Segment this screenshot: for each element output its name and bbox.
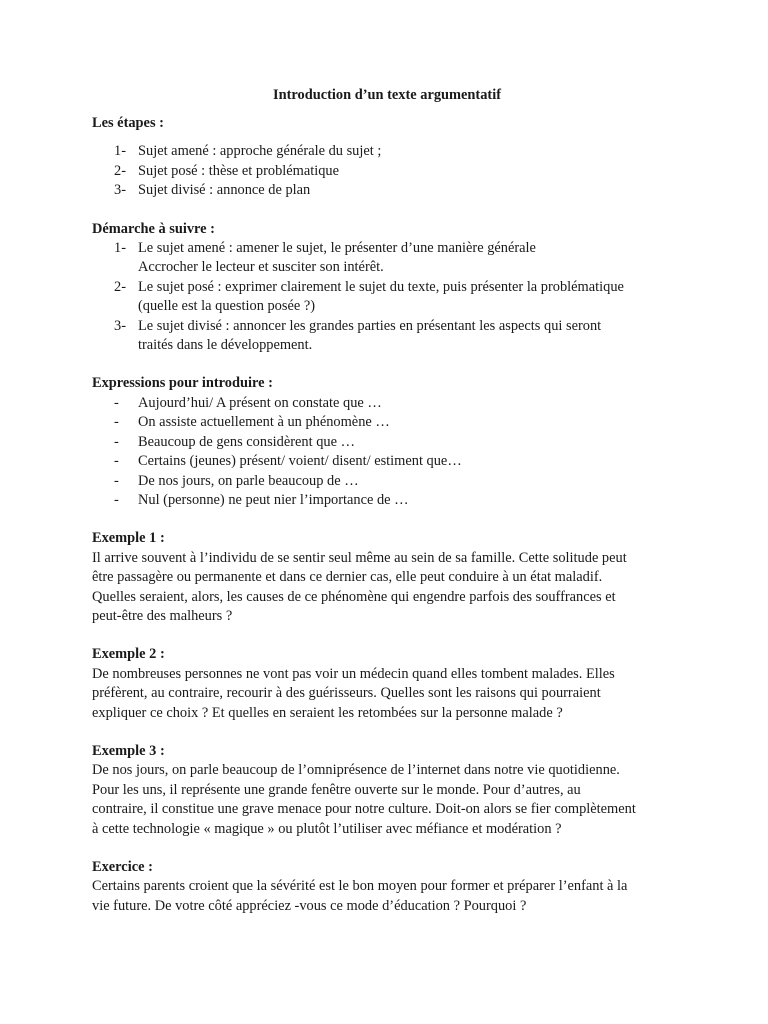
list-item-text: Aujourd’hui/ A présent on constate que … [138,394,382,411]
list-item-text: Nul (personne) ne peut nier l’importance de … [138,491,409,508]
paragraph-line: Quelles seraient, alors, les causes de ce phénomène qui engendre parfois des souffrances et [92,588,616,605]
list-item [92,452,682,471]
paragraph-line: De nombreuses personnes ne vont pas voir un médecin quand elles tombent malades. Elles [92,665,615,682]
list-item [92,142,682,161]
etapes-heading: Les étapes : [92,115,164,131]
list-item-text: Le sujet divisé : annoncer les grandes parties en présentant les aspects qui seront [138,317,602,334]
paragraph-line: contraire, il constitue une grave menace pour notre culture. Doit-on alors se fier complètement [92,801,636,818]
list-marker: - [114,453,119,470]
paragraph-line: à cette technologie « magique » ou plutôt l’utiliser avec méfiance et modération ? [92,820,562,837]
paragraph-line: Il arrive souvent à l’individu de se sentir seul même au sein de sa famille. Cette solitude peut [92,549,627,566]
list-item-continuation: traités dans le développement. [138,337,313,354]
paragraph-line: expliquer ce choix ? Et quelles en seraient les retombées sur la personne malade ? [92,704,563,721]
list-marker: 2- [114,278,126,295]
list-item-text: Certains (jeunes) présent/ voient/ disent/ estiment que… [138,453,462,470]
exercice-paragraph [92,877,682,916]
demarche-list [92,239,682,355]
exemple3-heading: Exemple 3 : [92,742,165,759]
paragraph-line: préfèrent, au contraire, recourir à des guérisseurs. Quelles sont les raisons qui pourraient [92,685,601,702]
exemple2-paragraph [92,665,682,723]
list-marker: 1- [114,143,126,160]
list-item-text: Sujet divisé : annonce de plan [138,182,311,199]
list-item-text: Beaucoup de gens considèrent que … [138,433,355,450]
list-item-text: Le sujet amené : amener le sujet, le présenter d’une manière générale [138,240,536,257]
list-marker: 2- [114,162,126,179]
list-item [92,162,682,181]
paragraph-line: peut-être des malheurs ? [92,607,233,624]
list-marker: - [114,491,119,508]
list-item-continuation: Accrocher le lecteur et susciter son intérêt. [138,259,384,276]
list-item [92,317,682,356]
exemple3-paragraph [92,761,682,839]
list-marker: 3- [114,182,126,199]
list-item [92,239,682,278]
list-item [92,491,682,510]
list-item-text: Sujet posé : thèse et problématique [138,162,340,179]
list-marker: - [114,433,119,450]
list-item [92,472,682,491]
paragraph-line: Pour les uns, il représente une grande fenêtre ouverte sur le monde. Pour d’autres, au [92,781,581,798]
list-item-text: On assiste actuellement à un phénomène … [138,414,390,431]
list-item-text: De nos jours, on parle beaucoup de … [138,472,359,489]
paragraph-line: être passagère ou permanente et dans ce dernier cas, elle peut conduire à un état maladif. [92,569,603,586]
list-marker: 3- [114,317,126,334]
list-marker: - [114,394,119,411]
paragraph-line: De nos jours, on parle beaucoup de l’omniprésence de l’internet dans notre vie quotidienne. [92,762,620,779]
list-item-text: Le sujet posé : exprimer clairement le sujet du texte, puis présenter la problématique [138,278,624,295]
demarche-heading: Démarche à suivre : [92,220,215,237]
document-title: Introduction d’un texte argumentatif [273,87,501,103]
list-item [92,181,682,200]
expressions-list [92,394,682,510]
list-marker: - [114,472,119,489]
exemple1-heading: Exemple 1 : [92,530,165,547]
exercice-heading: Exercice : [92,859,153,875]
list-item [92,433,682,452]
exemple2-heading: Exemple 2 : [92,646,165,663]
etapes-list [92,142,682,200]
list-marker: 1- [114,240,126,257]
list-item [92,278,682,317]
list-item-text: Sujet amené : approche générale du sujet ; [138,143,382,160]
exemple1-paragraph [92,549,682,627]
paragraph-line: vie future. De votre côté appréciez -vous ce mode d’éducation ? Pourquoi ? [92,897,527,914]
list-item [92,413,682,432]
paragraph-line: Certains parents croient que la sévérité est le bon moyen pour former et préparer l’enfant à la [92,878,628,895]
document-page [92,86,682,916]
list-marker: - [114,414,119,431]
expressions-heading: Expressions pour introduire : [92,375,273,392]
list-item-continuation: (quelle est la question posée ?) [138,298,316,315]
list-item [92,394,682,413]
